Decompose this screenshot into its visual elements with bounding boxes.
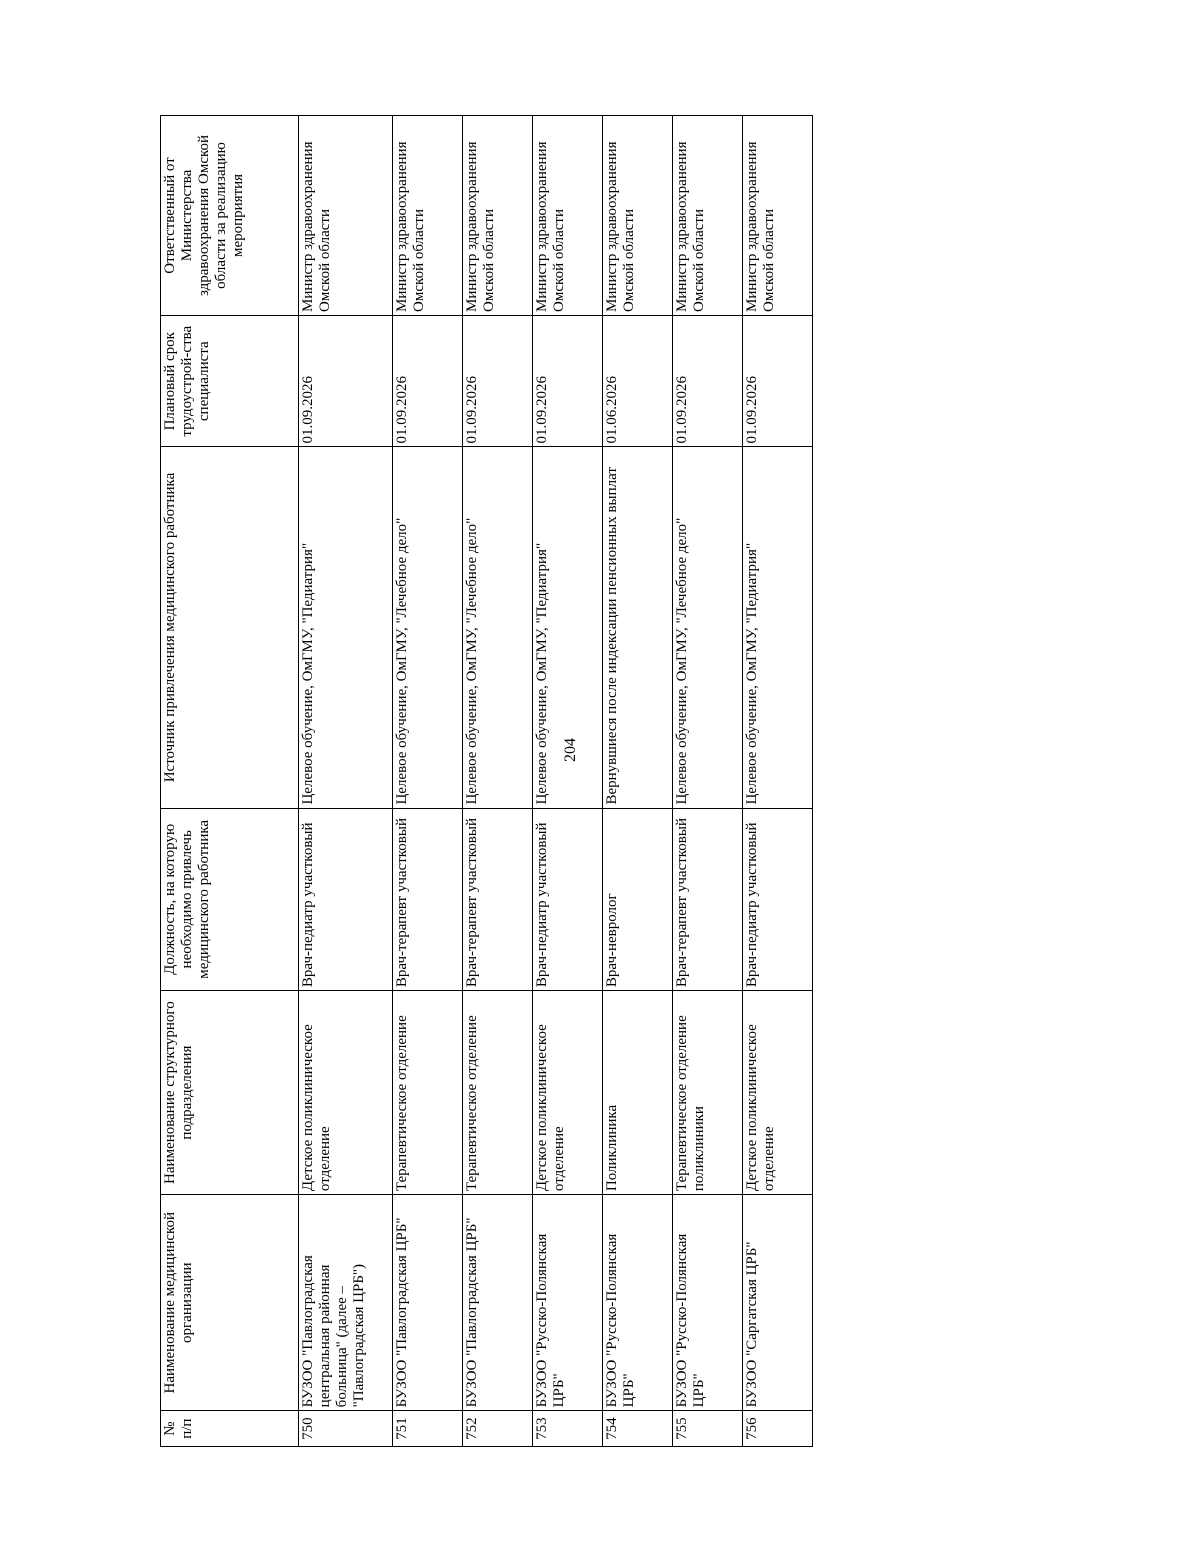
table-row bbox=[603, 116, 673, 1447]
deadline-cell: 01.09.2026 bbox=[673, 315, 743, 447]
position-cell: Врач-педиатр участковый bbox=[743, 808, 813, 991]
responsible-cell: Министр здравоохранения Омской области bbox=[603, 116, 673, 316]
table-row bbox=[533, 116, 603, 1447]
department-cell: Терапевтическое отделение bbox=[393, 991, 463, 1195]
row-number: 754 bbox=[603, 1411, 673, 1447]
source-cell: Целевое обучение, ОмГМУ, "Педиатрия" bbox=[299, 447, 393, 808]
source-cell: Вернувшиеся после индексации пенсионных выплат bbox=[603, 447, 673, 808]
table-header-row bbox=[161, 116, 299, 1447]
header-number: № п/п bbox=[161, 1411, 299, 1447]
position-cell: Врач-педиатр участковый bbox=[299, 808, 393, 991]
source-cell: Целевое обучение, ОмГМУ, "Лечебное дело" bbox=[673, 447, 743, 808]
position-cell: Врач-невролог bbox=[603, 808, 673, 991]
department-cell: Детское поликлиническое отделение bbox=[533, 991, 603, 1195]
table-row bbox=[299, 116, 393, 1447]
organization-cell: БУЗОО "Русско-Полянская ЦРБ" bbox=[673, 1195, 743, 1411]
row-number: 755 bbox=[673, 1411, 743, 1447]
header-position: Должность, на которую необходимо привлечь медицинского работника bbox=[161, 808, 299, 991]
deadline-cell: 01.06.2026 bbox=[603, 315, 673, 447]
row-number: 753 bbox=[533, 1411, 603, 1447]
source-cell: Целевое обучение, ОмГМУ, "Педиатрия" bbox=[533, 447, 603, 808]
department-cell: Детское поликлиническое отделение bbox=[743, 991, 813, 1195]
organization-cell: БУЗОО "Русско-Полянская ЦРБ" bbox=[603, 1195, 673, 1411]
responsible-cell: Министр здравоохранения Омской области bbox=[393, 116, 463, 316]
table-row bbox=[743, 116, 813, 1447]
header-responsible: Ответственный от Министерства здравоохранения Омской области за реализацию мероприятия bbox=[161, 116, 299, 316]
responsible-cell: Министр здравоохранения Омской области bbox=[299, 116, 393, 316]
position-cell: Врач-терапевт участковый bbox=[393, 808, 463, 991]
deadline-cell: 01.09.2026 bbox=[393, 315, 463, 447]
header-deadline: Плановый срок трудоустрой-ства специалиста bbox=[161, 315, 299, 447]
source-cell: Целевое обучение, ОмГМУ, "Лечебное дело" bbox=[463, 447, 533, 808]
deadline-cell: 01.09.2026 bbox=[533, 315, 603, 447]
header-source: Источник привлечения медицинского работника bbox=[161, 447, 299, 808]
source-cell: Целевое обучение, ОмГМУ, "Лечебное дело" bbox=[393, 447, 463, 808]
responsible-cell: Министр здравоохранения Омской области bbox=[673, 116, 743, 316]
deadline-cell: 01.09.2026 bbox=[743, 315, 813, 447]
responsible-cell: Министр здравоохранения Омской области bbox=[533, 116, 603, 316]
organization-cell: БУЗОО "Павлоградская ЦРБ" bbox=[463, 1195, 533, 1411]
organization-cell: БУЗОО "Павлоградская центральная районная больница" (далее – "Павлоградская ЦРБ") bbox=[299, 1195, 393, 1411]
page-number: 204 bbox=[562, 738, 579, 762]
position-cell: Врач-педиатр участковый bbox=[533, 808, 603, 991]
responsible-cell: Министр здравоохранения Омской области bbox=[743, 116, 813, 316]
deadline-cell: 01.09.2026 bbox=[463, 315, 533, 447]
table-row bbox=[393, 116, 463, 1447]
organization-cell: БУЗОО "Русско-Полянская ЦРБ" bbox=[533, 1195, 603, 1411]
organization-cell: БУЗОО "Павлоградская ЦРБ" bbox=[393, 1195, 463, 1411]
department-cell: Детское поликлиническое отделение bbox=[299, 991, 393, 1195]
table-row bbox=[673, 116, 743, 1447]
department-cell: Поликлиника bbox=[603, 991, 673, 1195]
table-row bbox=[463, 116, 533, 1447]
organization-cell: БУЗОО "Саргатская ЦРБ" bbox=[743, 1195, 813, 1411]
header-department: Наименование структурного подразделения bbox=[161, 991, 299, 1195]
header-organization: Наименование медицинской организации bbox=[161, 1195, 299, 1411]
responsible-cell: Министр здравоохранения Омской области bbox=[463, 116, 533, 316]
department-cell: Терапевтическое отделение bbox=[463, 991, 533, 1195]
department-cell: Терапевтическое отделение поликлиники bbox=[673, 991, 743, 1195]
source-cell: Целевое обучение, ОмГМУ, "Педиатрия" bbox=[743, 447, 813, 808]
position-cell: Врач-терапевт участковый bbox=[673, 808, 743, 991]
measures-table bbox=[160, 115, 813, 1447]
row-number: 756 bbox=[743, 1411, 813, 1447]
row-number: 752 bbox=[463, 1411, 533, 1447]
rotated-table-container bbox=[160, 115, 810, 1447]
row-number: 750 bbox=[299, 1411, 393, 1447]
row-number: 751 bbox=[393, 1411, 463, 1447]
position-cell: Врач-терапевт участковый bbox=[463, 808, 533, 991]
deadline-cell: 01.09.2026 bbox=[299, 315, 393, 447]
